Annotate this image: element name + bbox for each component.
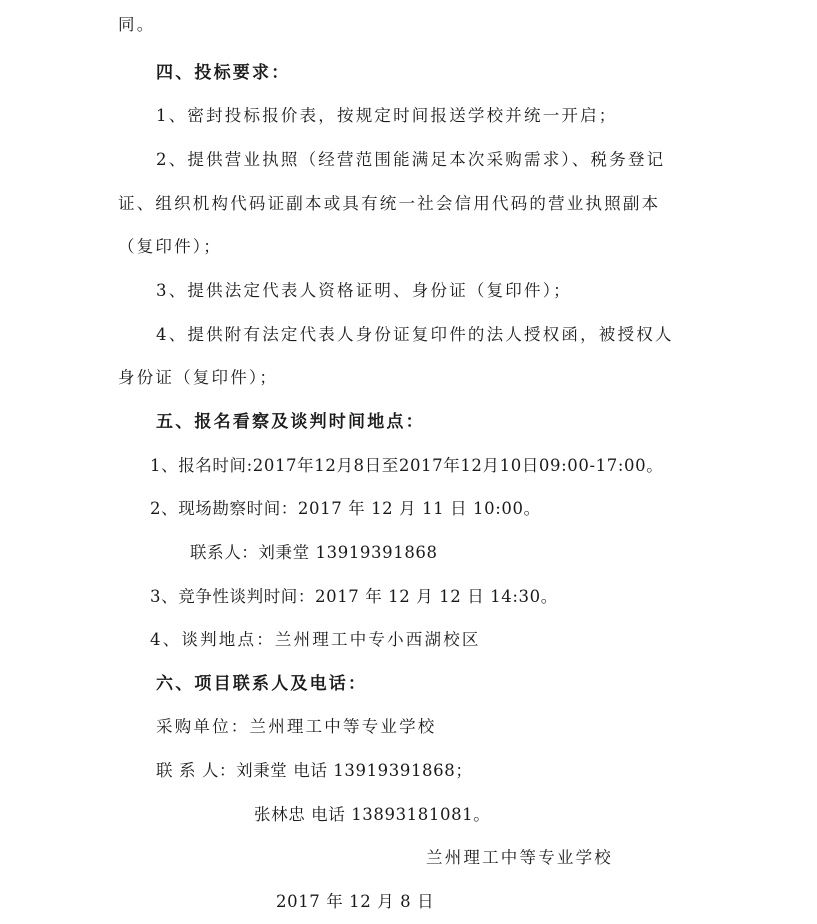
section-5-item-3: 3、竞争性谈判时间：2017 年 12 月 12 日 14:30。	[150, 587, 558, 606]
section-5-item-2: 2、现场勘察时间：2017 年 12 月 11 日 10:00。	[150, 499, 541, 518]
section-5-item-1: 1、报名时间:2017年12月8日至2017年12月10日09:00-17:00。	[150, 456, 664, 475]
section-6-unit: 采购单位：兰州理工中等专业学校	[156, 717, 437, 736]
section-6-contact-2: 张林忠 电话 13893181081。	[254, 805, 491, 824]
signature-organization: 兰州理工中等专业学校	[426, 848, 613, 867]
section-4-item-2-line-3: （复印件）；	[118, 237, 222, 256]
section-6-heading: 六、项目联系人及电话：	[156, 674, 368, 694]
section-5-contact: 联系人：刘秉堂 13919391868	[190, 543, 438, 562]
section-4-item-1: 1、密封投标报价表，按规定时间报送学校并统一开启；	[156, 106, 618, 125]
section-4-item-2-line-2: 证、组织机构代码证副本或具有统一社会信用代码的营业执照副本	[118, 194, 661, 213]
signature-date: 2017 年 12 月 8 日	[276, 892, 435, 911]
section-6-contact-1: 联 系 人：刘秉堂 电话 13919391868；	[156, 761, 473, 780]
text-line-continuation: 同。	[118, 15, 156, 34]
section-4-item-2-line-1: 2、提供营业执照（经营范围能满足本次采购需求）、税务登记	[156, 150, 666, 169]
section-5-item-4: 4、谈判地点：兰州理工中专小西湖校区	[150, 630, 481, 649]
section-4-item-4-line-2: 身份证（复印件）；	[118, 368, 279, 387]
section-5-heading: 五、报名看察及谈判时间地点：	[156, 412, 425, 432]
section-4-item-3: 3、提供法定代表人资格证明、身份证（复印件）；	[156, 281, 572, 300]
section-4-heading: 四、投标要求：	[156, 63, 291, 83]
section-4-item-4-line-1: 4、提供附有法定代表人身份证复印件的法人授权函，被授权人	[156, 325, 674, 344]
